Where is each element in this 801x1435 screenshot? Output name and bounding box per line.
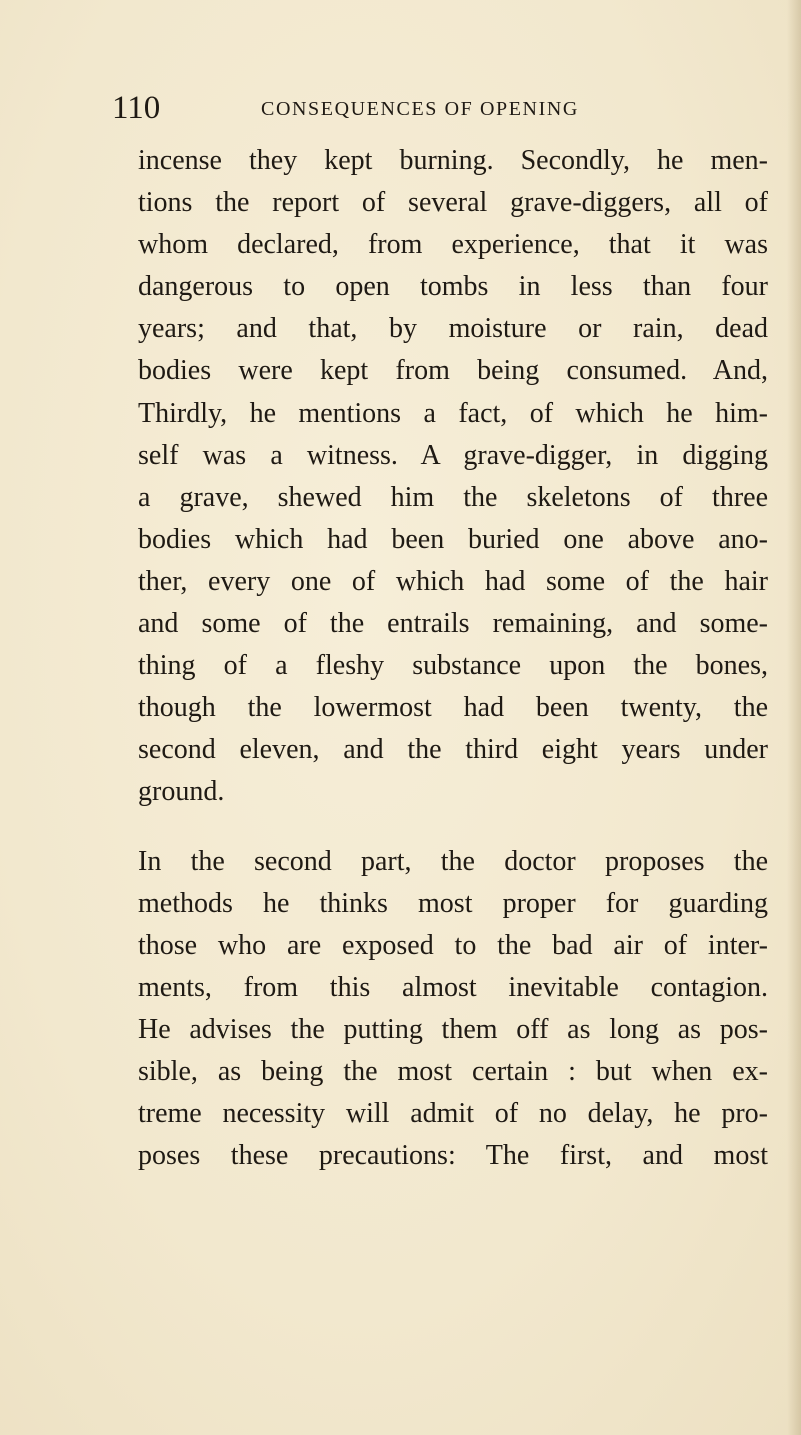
text-line: self was a witness. A grave-digger, in digging bbox=[138, 439, 768, 471]
text-line: Thirdly, he mentions a fact, of which he him- bbox=[138, 397, 768, 429]
body-text bbox=[138, 140, 768, 1177]
text-line: He advises the putting them off as long as pos- bbox=[138, 1013, 768, 1045]
text-line: ments, from this almost inevitable contagion. bbox=[138, 971, 768, 1003]
text-line: poses these precautions: The first, and most bbox=[138, 1140, 768, 1172]
text-line: treme necessity will admit of no delay, he pro- bbox=[138, 1098, 768, 1130]
text-line: a grave, shewed him the skeletons of three bbox=[138, 481, 768, 513]
text-line: and some of the entrails remaining, and some- bbox=[138, 608, 768, 640]
text-line: those who are exposed to the bad air of inter- bbox=[138, 929, 768, 961]
text-line: though the lowermost had been twenty, the bbox=[138, 692, 768, 724]
text-line: tions the report of several grave-diggers, all of bbox=[138, 187, 768, 219]
text-line: incense they kept burning. Secondly, he men- bbox=[138, 145, 768, 176]
text-line: ther, every one of which had some of the hair bbox=[138, 565, 768, 597]
text-line: bodies were kept from being consumed. And, bbox=[138, 355, 768, 387]
text-line: In the second part, the doctor proposes the bbox=[138, 845, 768, 877]
paragraph-gap bbox=[138, 814, 768, 841]
page-number: 110 bbox=[112, 90, 161, 126]
paragraph-2 bbox=[138, 841, 768, 1178]
text-line: methods he thinks most proper for guarding bbox=[138, 887, 768, 919]
text-line: second eleven, and the third eight years under bbox=[138, 734, 768, 766]
running-title: CONSEQUENCES OF OPENING bbox=[261, 98, 579, 120]
text-line: thing of a fleshy substance upon the bones, bbox=[138, 650, 768, 682]
page-edge-shadow bbox=[787, 0, 801, 1435]
text-line: bodies which had been buried one above ano- bbox=[138, 523, 768, 555]
text-line: ground. bbox=[138, 776, 225, 808]
paragraph-1 bbox=[138, 140, 768, 814]
text-line: dangerous to open tombs in less than four bbox=[138, 271, 768, 303]
text-line: whom declared, from experience, that it was bbox=[138, 229, 768, 261]
text-line: sible, as being the most certain : but when ex- bbox=[138, 1055, 768, 1087]
page-header bbox=[112, 88, 672, 128]
text-line: years; and that, by moisture or rain, dead bbox=[138, 313, 768, 345]
